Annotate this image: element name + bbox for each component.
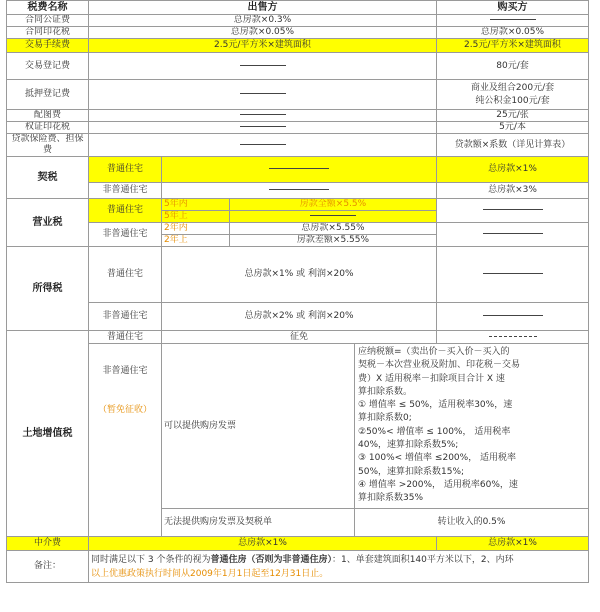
row-land-tax-ordinary bbox=[7, 331, 589, 344]
suspended-note: （暂免征收） bbox=[97, 405, 152, 415]
not-applicable-dash bbox=[490, 19, 536, 20]
buyer-value: 25元/张 bbox=[437, 110, 589, 122]
housing-type: 普通住宅 bbox=[89, 331, 162, 344]
formula-line: 应纳税额=（卖出价－买入价－买入的 bbox=[358, 347, 510, 357]
note-label: 备注： bbox=[7, 551, 89, 583]
buyer-value: 80元/套 bbox=[437, 53, 589, 80]
formula-line: ③ 100%< 增值率 ≤200%， 适用税率 bbox=[358, 453, 517, 464]
buyer-value bbox=[437, 15, 589, 27]
row-land-tax-non-ordinary-invoice bbox=[7, 344, 589, 509]
seller-value: 总房款×0.05% bbox=[89, 27, 437, 39]
seller-value bbox=[89, 134, 437, 157]
seller-value bbox=[230, 211, 437, 223]
note-line1-post: ：1、单套建筑面积140平方米以下，2、内环 bbox=[331, 554, 514, 565]
housing-type: 普通住宅 bbox=[89, 157, 162, 183]
not-applicable-dash bbox=[240, 65, 286, 66]
formula-line: 算扣除系数。 bbox=[358, 386, 413, 397]
note-line2: 以上优惠政策执行时间从2009年1月1日起至12月31日止。 bbox=[91, 568, 329, 579]
period-label: 5年上 bbox=[162, 211, 230, 223]
fee-name: 中介费 bbox=[7, 537, 89, 551]
not-applicable-dash bbox=[240, 93, 286, 94]
seller-value: 总房款×5.55% bbox=[230, 223, 437, 235]
row-income-tax-non-ordinary bbox=[7, 303, 589, 331]
housing-type: 普通住宅 bbox=[89, 199, 162, 223]
header-row bbox=[7, 1, 589, 15]
fee-name: 合同印花税 bbox=[7, 27, 89, 39]
seller-value: 总房款×1% 或 利润×20% bbox=[162, 247, 437, 303]
buyer-value-line2: 纯公积金100元/套 bbox=[475, 95, 550, 106]
row-income-tax-ordinary bbox=[7, 247, 589, 303]
housing-type: 非普通住宅 bbox=[89, 223, 162, 247]
not-applicable-dash bbox=[240, 126, 286, 127]
formula-line: ① 增值率 ≤ 50%，适用税率30%，速 bbox=[358, 400, 513, 411]
fee-name: 合同公证费 bbox=[7, 15, 89, 27]
buyer-value bbox=[437, 303, 589, 331]
formula-line: 契税－本次营业税及附加、印花税－交易 bbox=[358, 360, 521, 371]
seller-value: 征免 bbox=[162, 331, 437, 344]
header-buyer: 购买方 bbox=[437, 1, 589, 15]
fee-name: 抵押登记费 bbox=[7, 80, 89, 110]
buyer-value bbox=[437, 199, 589, 223]
formula-line: ②50%< 增值率 ≤ 100%， 适用税率 bbox=[358, 426, 511, 437]
row-contract-stamp bbox=[7, 27, 589, 39]
seller-value: 2.5元/平方米×建筑面积 bbox=[89, 39, 437, 53]
seller-value bbox=[162, 183, 437, 199]
seller-value: 转让收入的0.5% bbox=[355, 509, 589, 537]
not-applicable-dash bbox=[483, 209, 543, 210]
formula-line: 费）X 适用税率－扣除项目合计 X 速 bbox=[358, 373, 505, 384]
buyer-value-line1: 商业及组合200元/套 bbox=[470, 82, 555, 93]
buyer-value: 总房款×1% bbox=[437, 157, 589, 183]
header-tax-name: 税费名称 bbox=[7, 1, 89, 15]
formula-line: 算扣除系数35% bbox=[358, 493, 424, 504]
land-tax-formula bbox=[355, 344, 589, 509]
income-tax-label: 所得税 bbox=[7, 247, 89, 331]
row-agent-fee bbox=[7, 537, 589, 551]
land-tax-label: 土地增值税 bbox=[7, 331, 89, 537]
seller-value bbox=[89, 80, 437, 110]
formula-line: ④ 增值率 >200%， 适用税率60%，速 bbox=[358, 479, 518, 490]
row-notary bbox=[7, 15, 589, 27]
row-trade-fee bbox=[7, 39, 589, 53]
not-applicable-dash bbox=[269, 168, 329, 169]
note-line1-pre: 同时满足以下 3 个条件的视为 bbox=[91, 554, 211, 565]
period-label: 2年上 bbox=[162, 235, 230, 247]
buyer-value bbox=[437, 223, 589, 247]
seller-value: 总房款×1% bbox=[89, 537, 437, 551]
not-applicable-dash bbox=[310, 215, 356, 216]
buyer-value: 总房款×0.05% bbox=[437, 27, 589, 39]
buyer-value: 5元/本 bbox=[437, 122, 589, 134]
row-mapping-fee bbox=[7, 110, 589, 122]
seller-value bbox=[89, 110, 437, 122]
row-loan-insurance bbox=[7, 134, 589, 157]
business-tax-label: 营业税 bbox=[7, 199, 89, 247]
row-note bbox=[7, 551, 589, 583]
deed-tax-label: 契税 bbox=[7, 157, 89, 199]
note-text bbox=[89, 551, 589, 583]
seller-value: 总房款×0.3% bbox=[89, 15, 437, 27]
buyer-value bbox=[437, 80, 589, 110]
not-applicable-dash bbox=[240, 114, 286, 115]
seller-value: 总房款×2% 或 利润×20% bbox=[162, 303, 437, 331]
row-deed-tax-ordinary bbox=[7, 157, 589, 183]
tax-fee-table bbox=[6, 0, 589, 583]
buyer-value: 贷款额×系数（详见计算表） bbox=[437, 134, 589, 157]
fee-name: 配图费 bbox=[7, 110, 89, 122]
not-applicable-dash bbox=[483, 233, 543, 234]
housing-type: 普通住宅 bbox=[89, 247, 162, 303]
no-invoice-label: 无法提供购房发票及契税单 bbox=[162, 509, 355, 537]
fee-name: 贷款保险费、担保费 bbox=[7, 134, 89, 157]
header-seller: 出售方 bbox=[89, 1, 437, 15]
housing-type-cell bbox=[89, 344, 162, 537]
note-line1 bbox=[91, 553, 586, 567]
row-mortgage-fee bbox=[7, 80, 589, 110]
not-applicable-dash bbox=[240, 144, 286, 145]
fee-name: 权证印花税 bbox=[7, 122, 89, 134]
buyer-value: 总房款×3% bbox=[437, 183, 589, 199]
row-business-tax-ordinary-5yr bbox=[7, 199, 589, 211]
row-certificate-stamp bbox=[7, 122, 589, 134]
housing-type: 非普通住宅 bbox=[89, 183, 162, 199]
buyer-value bbox=[437, 247, 589, 303]
seller-value bbox=[162, 157, 437, 183]
row-deed-tax-non-ordinary bbox=[7, 183, 589, 199]
seller-value bbox=[89, 122, 437, 134]
fee-name: 交易登记费 bbox=[7, 53, 89, 80]
period-label: 5年内 bbox=[162, 199, 230, 211]
not-applicable-dash bbox=[269, 189, 329, 190]
formula-line: 50%，速算扣除系数15%; bbox=[358, 466, 465, 477]
seller-value: 房款差额×5.55% bbox=[230, 235, 437, 247]
with-invoice-label: 可以提供购房发票 bbox=[162, 344, 355, 509]
period-label: 2年内 bbox=[162, 223, 230, 235]
note-line1-bold: 普通住房（否则为非普通住房） bbox=[210, 554, 332, 565]
formula-line: 算扣除系数0; bbox=[358, 413, 412, 424]
seller-value: 房款全额×5.5% bbox=[230, 199, 437, 211]
not-applicable-dash bbox=[483, 315, 543, 316]
not-applicable-dash bbox=[489, 336, 537, 337]
seller-value bbox=[89, 53, 437, 80]
fee-name: 交易手续费 bbox=[7, 39, 89, 53]
row-business-tax-non-ordinary-2yr bbox=[7, 223, 589, 235]
buyer-value: 总房款×1% bbox=[437, 537, 589, 551]
formula-line: 40%，速算扣除系数5%; bbox=[358, 440, 459, 451]
housing-type: 非普通住宅 bbox=[102, 366, 148, 376]
buyer-value bbox=[437, 331, 589, 344]
housing-type: 非普通住宅 bbox=[89, 303, 162, 331]
not-applicable-dash bbox=[483, 273, 543, 274]
row-registration-fee bbox=[7, 53, 589, 80]
buyer-value: 2.5元/平方米×建筑面积 bbox=[437, 39, 589, 53]
